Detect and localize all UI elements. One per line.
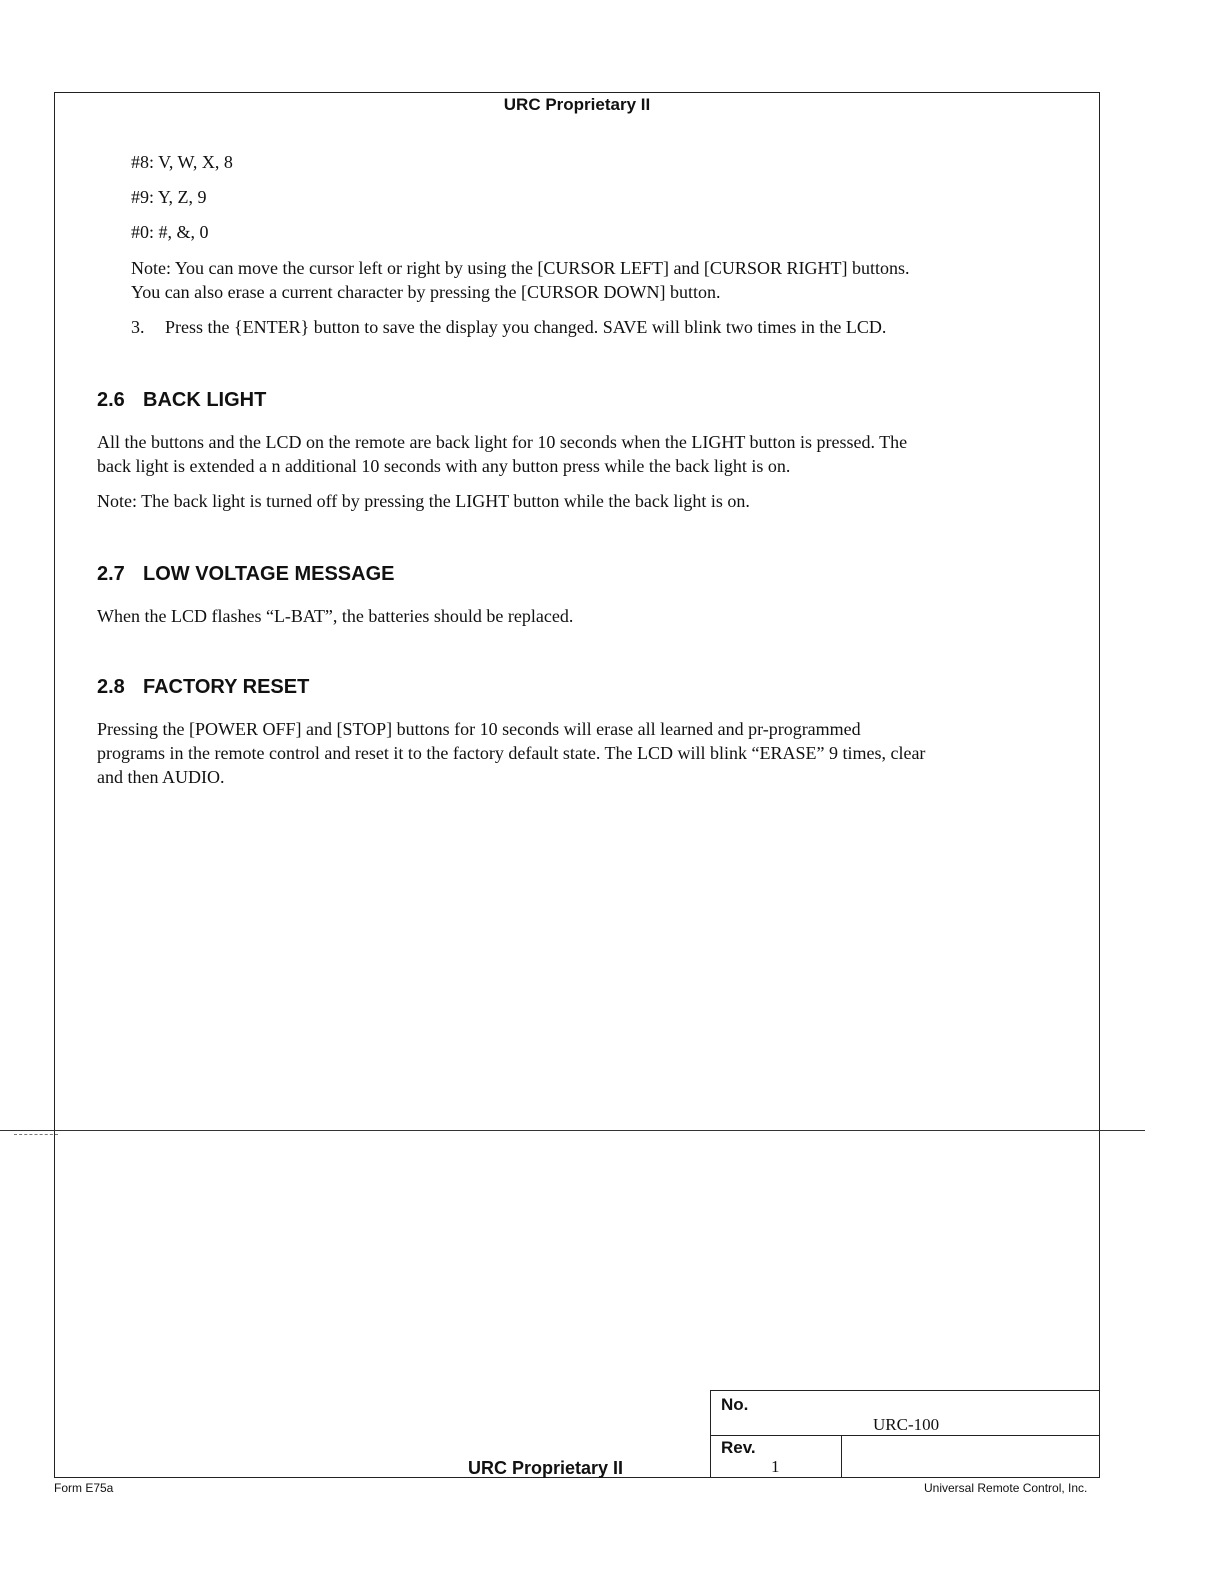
rev-value: 1 — [771, 1457, 780, 1476]
section-heading-back-light — [97, 389, 266, 412]
company-name: Universal Remote Control, Inc. — [924, 1481, 1088, 1495]
step-number: 3. — [131, 317, 145, 337]
no-value: URC-100 — [873, 1415, 940, 1434]
page-separator-mark — [14, 1134, 58, 1135]
key-list-item: #9: Y, Z, 9 — [131, 187, 207, 207]
footer-proprietary: URC Proprietary II — [468, 1458, 624, 1478]
document-info-table — [710, 1390, 1100, 1478]
section-number: 2.7 — [97, 563, 125, 585]
section-number: 2.8 — [97, 676, 125, 698]
key-list-item: #0: #, &, 0 — [131, 222, 209, 242]
section-heading-low-voltage — [97, 563, 394, 586]
factory-reset-para-line2: programs in the remote control and reset it to the factory default state. The LCD will blink “ERASE” 9 times, clear — [97, 743, 926, 763]
step-text: Press the {ENTER} button to save the display you changed. SAVE will blink two times in the LCD. — [165, 317, 887, 337]
header-title: URC Proprietary II — [503, 95, 651, 114]
back-light-para-line1: All the buttons and the LCD on the remote are back light for 10 seconds when the LIGHT button is pressed. The — [97, 432, 908, 452]
section-number: 2.6 — [97, 389, 125, 411]
rev-label: Rev. — [721, 1438, 756, 1457]
page-separator-line — [0, 1130, 1145, 1131]
note-cursor-line1: Note: You can move the cursor left or right by using the [CURSOR LEFT] and [CURSOR RIGHT] buttons. — [131, 258, 910, 278]
factory-reset-para-line1: Pressing the [POWER OFF] and [STOP] buttons for 10 seconds will erase all learned and pr-programmed — [97, 719, 861, 739]
back-light-para-line2: back light is extended a n additional 10 seconds with any button press while the back light is on. — [97, 456, 791, 476]
table-divider — [841, 1435, 842, 1477]
low-voltage-para: When the LCD flashes “L-BAT”, the batteries should be replaced. — [97, 606, 574, 626]
section-title: LOW VOLTAGE MESSAGE — [143, 563, 395, 585]
section-title: BACK LIGHT — [143, 389, 267, 411]
key-list-item: #8: V, W, X, 8 — [131, 152, 233, 172]
form-id: Form E75a — [54, 1481, 114, 1495]
no-label: No. — [721, 1395, 749, 1414]
section-heading-factory-reset — [97, 676, 309, 699]
section-title: FACTORY RESET — [143, 676, 310, 698]
factory-reset-para-line3: and then AUDIO. — [97, 767, 225, 787]
note-cursor-line2: You can also erase a current character by pressing the [CURSOR DOWN] button. — [131, 282, 721, 302]
back-light-note: Note: The back light is turned off by pressing the LIGHT button while the back light is on. — [97, 491, 750, 511]
